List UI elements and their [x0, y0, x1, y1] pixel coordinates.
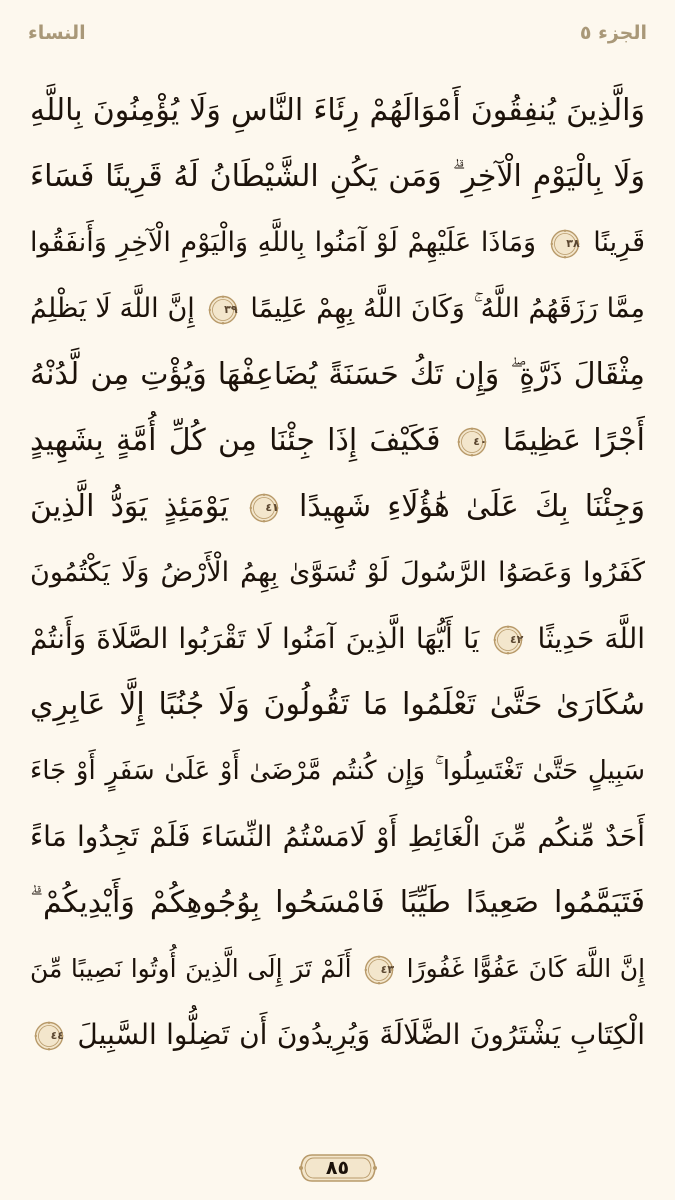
verse-text: وَلَا بِالْيَوْمِ الْآخِرِ ۗ وَمَن يَكُنِ الشَّيْطَانُ لَهُ قَرِينًا فَسَاءَ	[30, 159, 645, 194]
ayah-marker	[208, 295, 238, 325]
ayah-marker	[34, 1021, 64, 1051]
text-line	[30, 276, 645, 342]
ayah-number: ٣٩	[224, 302, 238, 316]
verse-text: كَفَرُوا وَعَصَوُا الرَّسُولَ لَوْ تُسَوَّىٰ بِهِمُ الْأَرْضُ وَلَا يَكْتُمُونَ	[30, 557, 645, 588]
ayah-number: ٤٤	[50, 1029, 64, 1042]
text-line	[30, 672, 645, 738]
verse-text: إِنَّ اللَّهَ كَانَ عَفُوًّا غَفُورًا	[406, 954, 645, 983]
verse-text: قَرِينًا	[593, 227, 645, 258]
verse-text: مِمَّا رَزَقَهُمُ اللَّهُ ۚ وَكَانَ اللَّهُ بِهِمْ عَلِيمًا	[250, 293, 645, 324]
page-header	[28, 18, 647, 48]
verse-text: وَالَّذِينَ يُنفِقُونَ أَمْوَالَهُمْ رِئَاءَ النَّاسِ وَلَا يُؤْمِنُونَ بِاللَّهِ	[30, 93, 645, 128]
verse-text: فَكَيْفَ إِذَا جِئْنَا مِن كُلِّ أُمَّةٍ بِشَهِيدٍ	[30, 423, 441, 458]
text-line	[30, 144, 645, 210]
text-line	[30, 342, 645, 408]
text-line	[30, 606, 645, 672]
ayah-number: ٣٨	[566, 236, 580, 250]
ayah-marker	[457, 427, 487, 457]
verse-text: وَمَاذَا عَلَيْهِمْ لَوْ آمَنُوا بِاللَّهِ وَالْيَوْمِ الْآخِرِ وَأَنفَقُوا	[30, 227, 537, 258]
verse-text: وَجِئْنَا بِكَ عَلَىٰ هَٰؤُلَاءِ شَهِيدًا	[299, 489, 645, 524]
page-footer	[0, 1150, 675, 1186]
verse-text: يَا أَيُّهَا الَّذِينَ آمَنُوا لَا تَقْرَبُوا الصَّلَاةَ وَأَنتُمْ	[30, 622, 480, 655]
verse-text: مِثْقَالَ ذَرَّةٍ ۖ وَإِن تَكُ حَسَنَةً يُضَاعِفْهَا وَيُؤْتِ مِن لَّدُنْهُ	[30, 357, 645, 392]
verse-text: سُكَارَىٰ حَتَّىٰ تَعْلَمُوا مَا تَقُولُونَ وَلَا جُنُبًا إِلَّا عَابِرِي	[30, 687, 645, 722]
verse-text: فَتَيَمَّمُوا صَعِيدًا طَيِّبًا فَامْسَحُوا بِوُجُوهِكُمْ وَأَيْدِيكُمْ ۗ	[30, 885, 645, 920]
ayah-marker	[249, 493, 279, 523]
text-line	[30, 78, 645, 144]
text-line	[30, 540, 645, 606]
ayah-number: ٤١	[265, 500, 279, 514]
juz-label: الجزء ٥	[579, 22, 647, 44]
ayah-number: ٤٣	[380, 963, 395, 976]
verse-text: أَجْرًا عَظِيمًا	[502, 423, 645, 458]
quran-text-block	[30, 78, 645, 1068]
text-line	[30, 870, 645, 936]
verse-text: أَحَدٌ مِّنكُم مِّنَ الْغَائِطِ أَوْ لَامَسْتُمُ النِّسَاءَ فَلَمْ تَجِدُوا مَاءً	[30, 820, 645, 853]
text-line	[30, 210, 645, 276]
text-line	[30, 408, 645, 474]
ayah-number: ٤٢	[509, 633, 524, 646]
text-line	[30, 1002, 645, 1068]
ayah-marker	[550, 229, 580, 259]
verse-text: إِنَّ اللَّهَ لَا يَظْلِمُ	[30, 293, 195, 324]
ayah-marker	[493, 625, 523, 655]
ayah-marker	[364, 955, 394, 985]
page-number: ٨٥	[325, 1157, 350, 1179]
verse-text: اللَّهَ حَدِيثًا	[537, 622, 645, 655]
surah-name: النساء	[28, 22, 86, 44]
text-line	[30, 936, 645, 1002]
verse-text: يَوْمَئِذٍ يَوَدُّ الَّذِينَ	[30, 489, 229, 524]
text-line	[30, 804, 645, 870]
text-line	[30, 738, 645, 804]
verse-text: الْكِتَابِ يَشْتَرُونَ الضَّلَالَةَ وَيُرِيدُونَ أَن تَضِلُّوا السَّبِيلَ	[77, 1018, 645, 1051]
page-number-frame	[298, 1152, 378, 1184]
ayah-number: ٤٠	[473, 434, 487, 448]
verse-text: أَلَمْ تَرَ إِلَى الَّذِينَ أُوتُوا نَصِيبًا مِّنَ	[30, 954, 352, 983]
text-line	[30, 474, 645, 540]
verse-text: سَبِيلٍ حَتَّىٰ تَغْتَسِلُوا ۚ وَإِن كُنتُم مَّرْضَىٰ أَوْ عَلَىٰ سَفَرٍ أَوْ جَاءَ	[30, 756, 645, 786]
